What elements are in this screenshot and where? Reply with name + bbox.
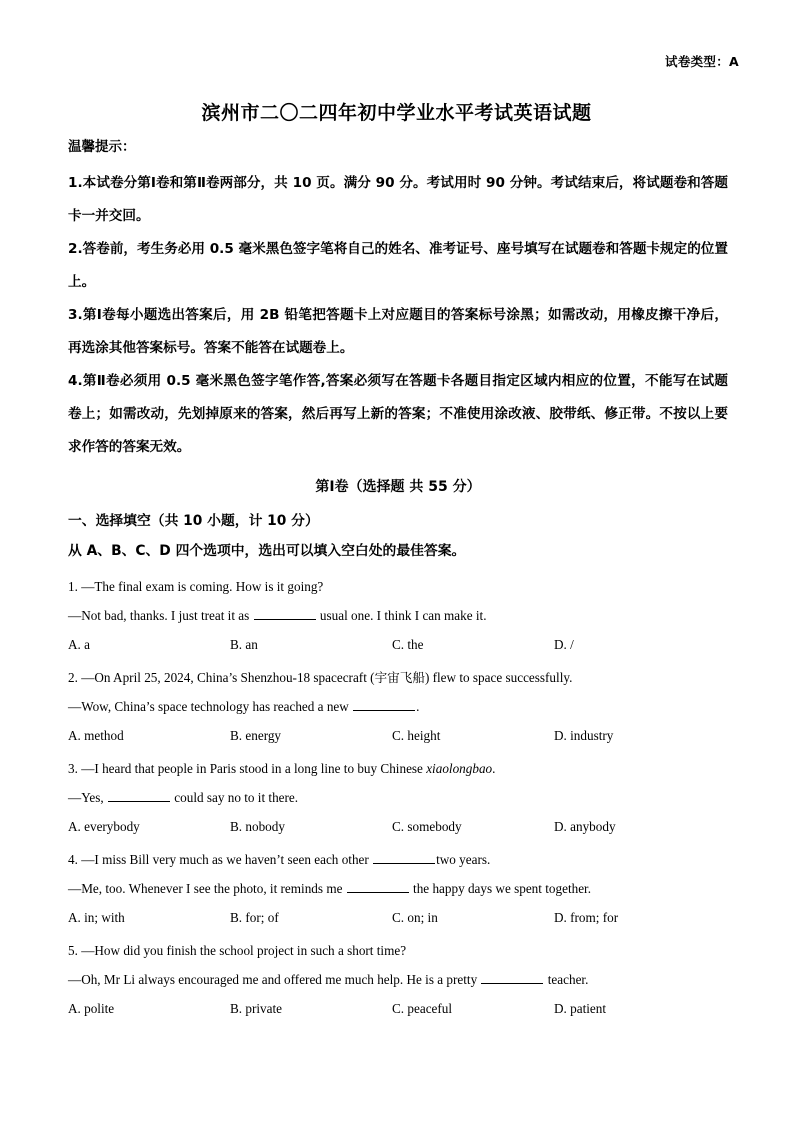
- question-5-prompt: 5. —How did you finish the school project in such a short time?: [68, 943, 407, 959]
- question-5-reply-before: —Oh, Mr Li always encouraged me and offered me much help. He is a pretty: [68, 972, 481, 988]
- question-3-prompt-before: 3. —I heard that people in Paris stood in a long line to buy Chinese: [68, 761, 427, 777]
- question-1-line-1: [68, 572, 728, 601]
- question-4-line-2: [68, 874, 728, 903]
- question-2-gloss: 宇宙飞船: [374, 670, 425, 686]
- question-5-line-2: [68, 965, 728, 994]
- question-5-reply-after: teacher.: [544, 972, 589, 988]
- question-4-reply-after: the happy days we spent together.: [409, 881, 592, 897]
- tip-item-2: 2.答卷前，考生务必用 0.5 毫米黑色签字笔将自己的姓名、准考证号、座号填写在试题卷和答题卡规定的位置上。: [68, 240, 728, 290]
- question-1-reply-after: usual one. I think I can make it.: [316, 608, 487, 624]
- question-4-blank-2[interactable]: [347, 880, 409, 893]
- question-1-blank[interactable]: [254, 607, 316, 620]
- question-1-line-2: [68, 601, 728, 630]
- question-4-reply-before: —Me, too. Whenever I see the photo, it reminds me: [68, 881, 346, 897]
- question-3-italic-term: xiaolongbao: [426, 761, 493, 777]
- question-2-reply-before: —Wow, China’s space technology has reached a new: [68, 699, 353, 715]
- tips-heading: 温馨提示：: [68, 139, 136, 155]
- question-3-option-a[interactable]: A. everybody: [68, 819, 140, 835]
- tip-item-3: 3.第Ⅰ卷每小题选出答案后，用 2B 铅笔把答题卡上对应题目的答案标号涂黑；如需改动，用橡皮擦干净后，再选涂其他答案标号。答案不能答在试题卷上。: [68, 306, 728, 356]
- question-1-reply-before: —Not bad, thanks. I just treat it as: [68, 608, 253, 624]
- section-heading: 一、选择填空（共 10 小题，计 10 分）: [68, 513, 319, 530]
- question-3-option-c[interactable]: C. somebody: [392, 819, 462, 835]
- question-2: [68, 663, 728, 750]
- question-2-option-c[interactable]: C. height: [392, 728, 441, 744]
- paper-type-label: 试卷类型：A: [665, 54, 739, 69]
- tip-item-4: 4.第Ⅱ卷必须用 0.5 毫米黑色签字笔作答,答案必须写在答题卡各题目指定区域内相应的位置，不能写在试题卷上；如需改动，先划掉原来的答案，然后再写上新的答案；不准使用涂改液、胶带纸、修正带。不按以上要求作答的答案无效。: [68, 372, 728, 455]
- question-4-blank-1[interactable]: [373, 851, 435, 864]
- question-2-options: [68, 721, 728, 750]
- document-body: [68, 140, 728, 1027]
- question-2-blank[interactable]: [353, 698, 415, 711]
- question-5-option-c[interactable]: C. peaceful: [392, 1001, 453, 1017]
- question-4-prompt-after: two years.: [436, 852, 491, 868]
- juan-heading: 第Ⅰ卷（选择题 共 55 分）: [315, 478, 481, 495]
- question-3-option-b[interactable]: B. nobody: [230, 819, 285, 835]
- question-1-options: [68, 630, 728, 659]
- question-5-options: [68, 994, 728, 1023]
- question-4-option-b[interactable]: B. for; of: [230, 910, 279, 926]
- question-3-line-1: [68, 754, 728, 783]
- question-2-prompt-after: ) flew to space successfully.: [424, 670, 573, 686]
- question-3-option-d[interactable]: D. anybody: [554, 819, 616, 835]
- question-2-prompt-before: 2. —On April 25, 2024, China’s Shenzhou-18 spacecraft (: [68, 670, 375, 686]
- question-1-option-c[interactable]: C. the: [392, 637, 424, 653]
- question-4-option-a[interactable]: A. in; with: [68, 910, 125, 926]
- question-3-line-2: [68, 783, 728, 812]
- question-1: [68, 572, 728, 659]
- question-2-option-a[interactable]: A. method: [68, 728, 124, 744]
- question-4: [68, 845, 728, 932]
- question-2-line-2: [68, 692, 728, 721]
- question-1-option-a[interactable]: A. a: [68, 637, 90, 653]
- question-5-option-d[interactable]: D. patient: [554, 1001, 607, 1017]
- question-3-reply-before: —Yes,: [68, 790, 107, 806]
- question-1-prompt: 1. —The final exam is coming. How is it going?: [68, 579, 324, 595]
- question-2-option-d[interactable]: D. industry: [554, 728, 614, 744]
- question-3-blank[interactable]: [108, 789, 170, 802]
- question-3-prompt-after: .: [492, 761, 496, 777]
- question-5-blank[interactable]: [481, 971, 543, 984]
- question-1-option-b[interactable]: B. an: [230, 637, 258, 653]
- question-5-option-b[interactable]: B. private: [230, 1001, 283, 1017]
- question-3-reply-after: could say no to it there.: [170, 790, 299, 806]
- question-5: [68, 936, 728, 1023]
- question-4-options: [68, 903, 728, 932]
- question-2-option-b[interactable]: B. energy: [230, 728, 282, 744]
- question-3-options: [68, 812, 728, 841]
- page-title: 滨州市二〇二四年初中学业水平考试英语试题: [201, 102, 592, 124]
- question-2-line-1: [68, 663, 728, 692]
- section-instruction: 从 A、B、C、D 四个选项中，选出可以填入空白处的最佳答案。: [68, 543, 466, 560]
- question-2-reply-after: .: [416, 699, 420, 715]
- question-3: [68, 754, 728, 841]
- question-4-line-1: [68, 845, 728, 874]
- question-4-option-c[interactable]: C. on; in: [392, 910, 438, 926]
- question-1-option-d[interactable]: D. /: [554, 637, 574, 653]
- question-4-option-d[interactable]: D. from; for: [554, 910, 619, 926]
- question-4-prompt-before: 4. —I miss Bill very much as we haven’t seen each other: [68, 852, 373, 868]
- question-5-line-1: [68, 936, 728, 965]
- tip-item-1: 1.本试卷分第Ⅰ卷和第Ⅱ卷两部分，共 10 页。满分 90 分。考试用时 90 分钟。考试结束后，将试题卷和答题卡一并交回。: [68, 174, 728, 224]
- question-5-option-a[interactable]: A. polite: [68, 1001, 115, 1017]
